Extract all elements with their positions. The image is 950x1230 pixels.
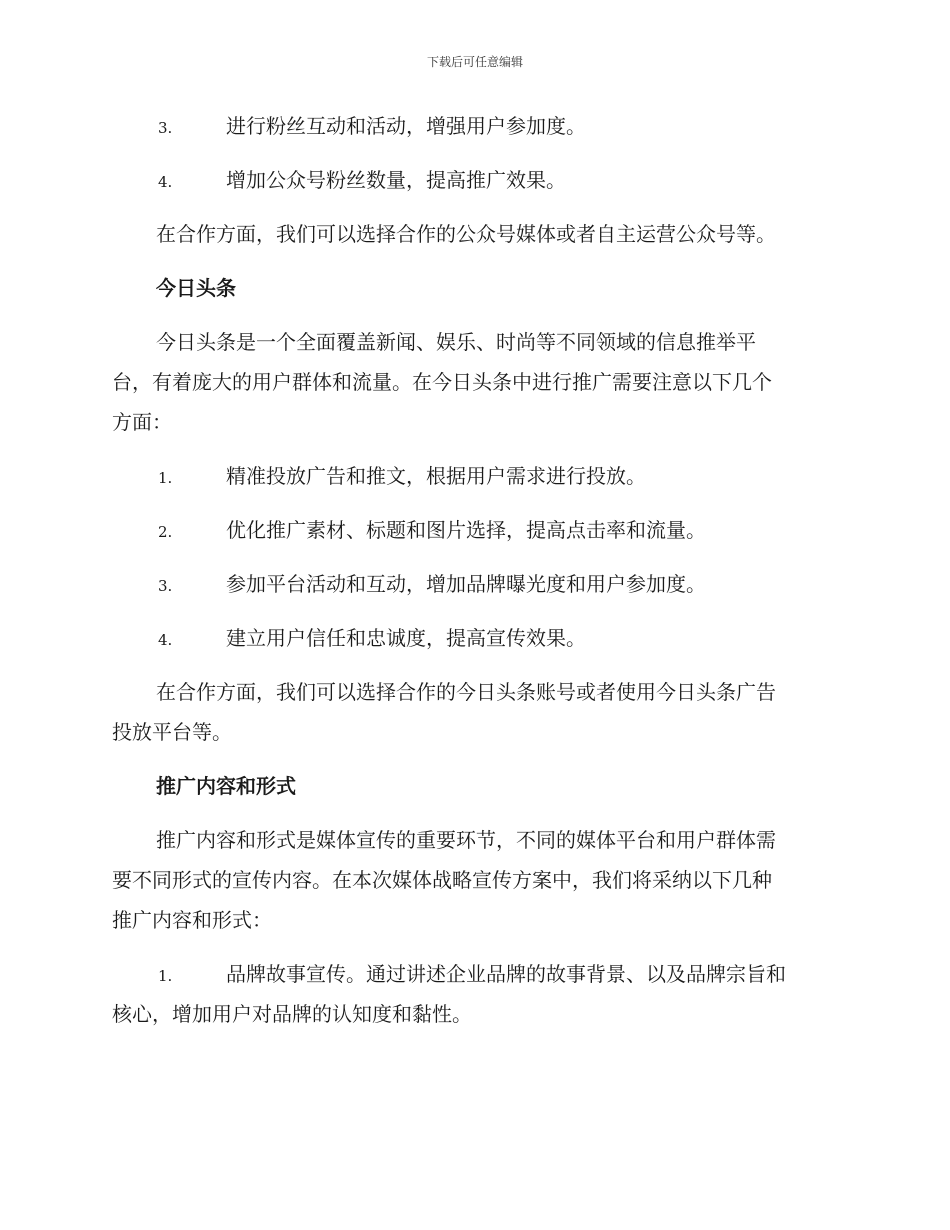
list-number: 3. (158, 119, 173, 137)
list-number: 1. (158, 967, 173, 985)
list-text: 参加平台活动和互动，增加品牌曝光度和用户参加度。 (226, 572, 706, 596)
list-number: 1. (158, 469, 173, 487)
paragraph-line: 今日头条是一个全面覆盖新闻、娱乐、时尚等不同领域的信息推举平 (156, 330, 756, 354)
paragraph-line: 推广内容和形式是媒体宣传的重要环节，不同的媒体平台和用户群体需 (156, 828, 776, 852)
list-text: 精准投放广告和推文，根据用户需求进行投放。 (226, 464, 646, 488)
paragraph-line: 在合作方面，我们可以选择合作的今日头条账号或者使用今日头条广告 (156, 680, 776, 704)
paragraph-line: 在合作方面，我们可以选择合作的公众号媒体或者自主运营公众号等。 (156, 222, 776, 246)
paragraph-line: 投放平台等。 (112, 720, 232, 744)
list-text: 进行粉丝互动和活动，增强用户参加度。 (226, 114, 586, 138)
list-number: 2. (158, 523, 173, 541)
list-item (112, 510, 832, 564)
list-number: 4. (158, 173, 173, 191)
paragraph-cooperation-wechat (112, 214, 832, 254)
section-heading-content-forms: 推广内容和形式 (156, 774, 296, 798)
list-item (112, 618, 832, 672)
list-number: 3. (158, 577, 173, 595)
paragraph-line: 推广内容和形式： (112, 908, 272, 932)
paragraph-line: 要不同形式的宣传内容。在本次媒体战略宣传方案中，我们将采纳以下几种 (112, 868, 772, 892)
paragraph-line: 台，有着庞大的用户群体和流量。在今日头条中进行推广需要注意以下几个 (112, 370, 772, 394)
paragraph-toutiao-intro (112, 322, 832, 442)
page-header: 下载后可任意编辑 (426, 55, 523, 69)
list-text: 品牌故事宣传。通过讲述企业品牌的故事背景、以及品牌宗旨和 (226, 962, 786, 986)
paragraph-content-intro (112, 820, 832, 940)
list-text: 优化推广素材、标题和图片选择，提高点击率和流量。 (226, 518, 706, 542)
section-heading-toutiao: 今日头条 (156, 276, 236, 300)
list-item (112, 564, 832, 618)
list-item (112, 954, 832, 1034)
list-number: 4. (158, 631, 173, 649)
list-text-continuation: 核心，增加用户对品牌的认知度和黏性。 (112, 1002, 472, 1026)
list-item (112, 160, 832, 214)
paragraph-cooperation-toutiao (112, 672, 832, 752)
list-text: 增加公众号粉丝数量，提高推广效果。 (226, 168, 566, 192)
list-item (112, 106, 832, 160)
list-item (112, 456, 832, 510)
document-body (112, 106, 832, 1034)
list-text: 建立用户信任和忠诚度，提高宣传效果。 (226, 626, 586, 650)
paragraph-line: 方面： (112, 410, 172, 434)
